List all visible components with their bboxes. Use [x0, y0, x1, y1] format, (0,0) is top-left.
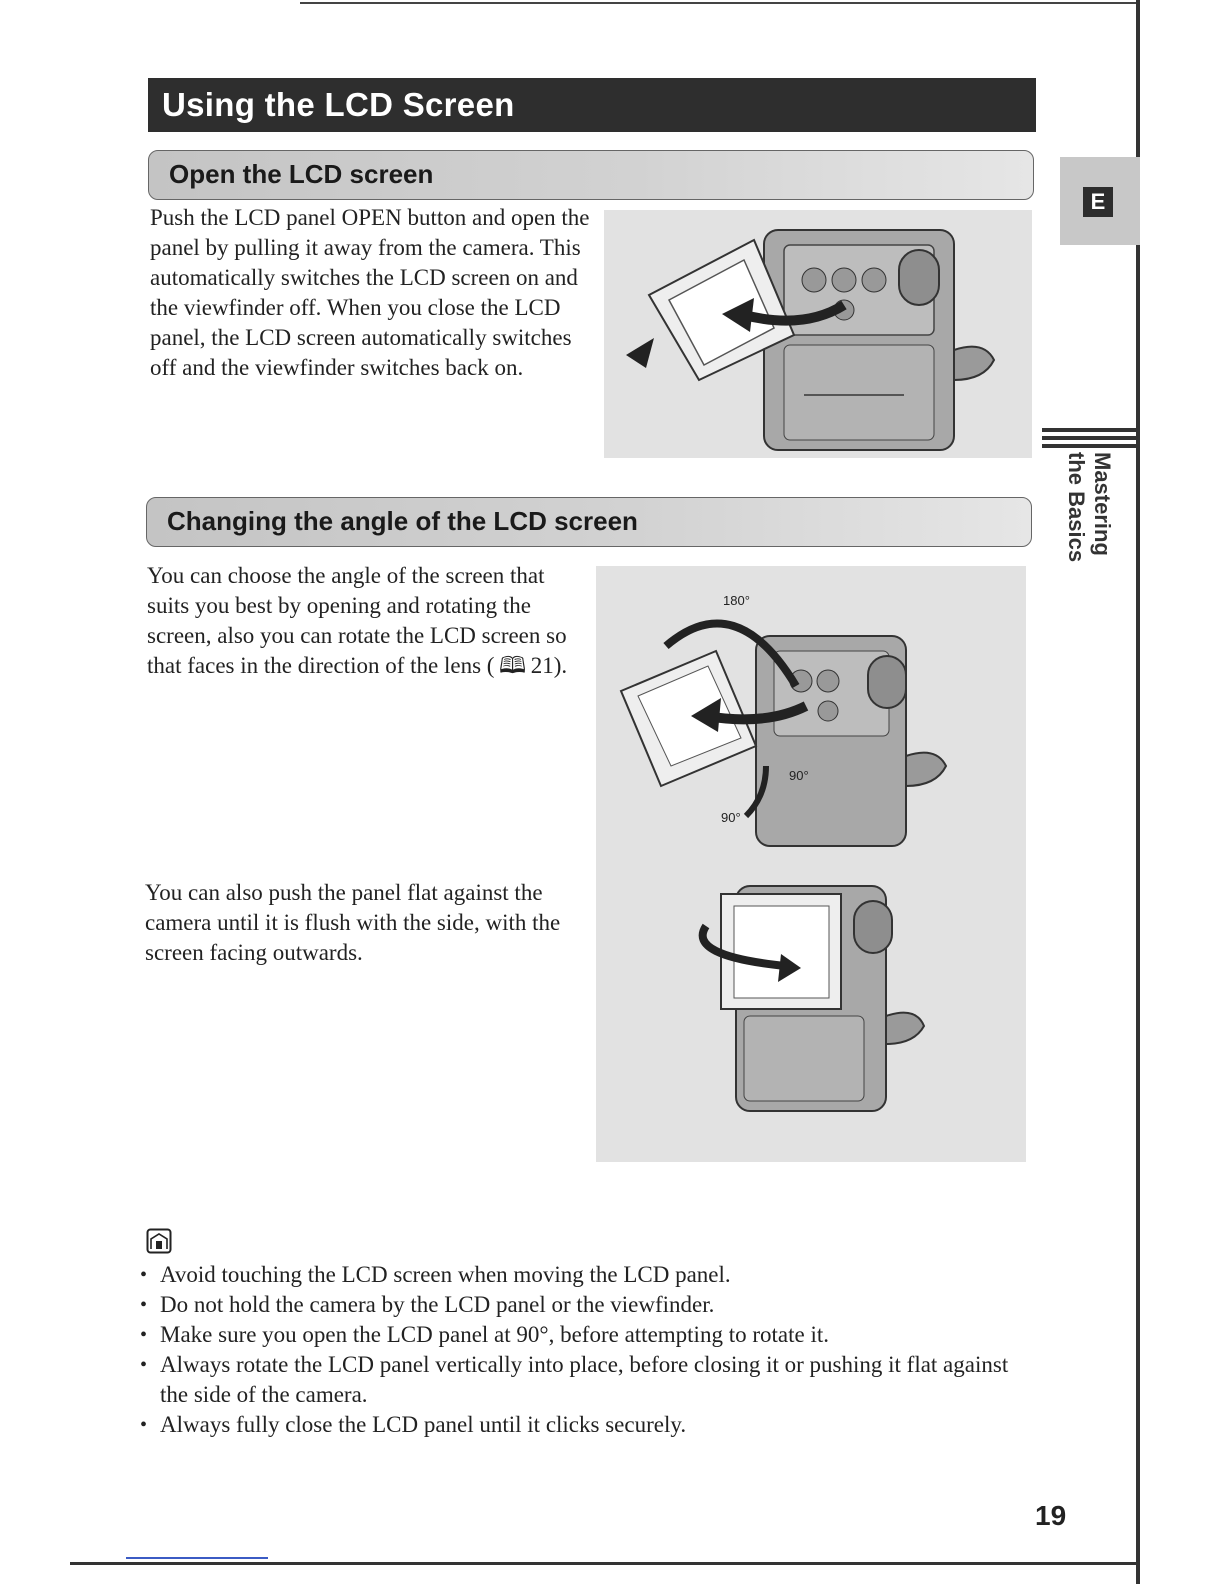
section-open-body: Push the LCD panel OPEN button and open the panel by pulling it away from the camera. This automatically switches the LCD screen on and the viewfinder off. When you close the LCD panel, the LCD screen automatically switches off and the viewfinder switches back on. [150, 205, 590, 380]
note-item: • Avoid touching the LCD screen when moving the LCD panel. [136, 1260, 1016, 1290]
section-heading-angle [146, 497, 1032, 547]
chapter-label [1051, 452, 1115, 592]
camera-open-drawing [604, 210, 1032, 458]
section-angle-body: You can choose the angle of the screen that suits you best by opening and rotating the screen, also you can rotate the LCD screen so that faces in the direction of the lens ( 🕮 21). [147, 563, 568, 678]
side-bars [1042, 428, 1140, 452]
note-item: • Do not hold the camera by the LCD panel or the viewfinder. [136, 1290, 1016, 1320]
camera-open-illustration [604, 210, 1032, 458]
note-item: • Always rotate the LCD panel vertically into place, before closing it or pushing it flat against the side of the camera. [136, 1350, 1016, 1410]
camera-rotate-illustration [596, 566, 1026, 1162]
page-number: 19 [1035, 1500, 1067, 1531]
section-heading-text: Changing the angle of the LCD screen [167, 506, 638, 536]
bottom-accent [126, 1557, 268, 1559]
section-angle-body-2: You can also push the panel flat against the camera until it is flush with the side, with the screen facing outwards. [145, 880, 561, 965]
page-title: Using the LCD Screen [162, 86, 515, 123]
section-heading-text: Open the LCD screen [169, 159, 434, 189]
note-item: • Make sure you open the LCD panel at 90°, before attempting to rotate it. [136, 1320, 1016, 1350]
language-tab-letter: E [1083, 187, 1113, 217]
angle-90-label: 90° [721, 810, 741, 825]
bottom-rule [70, 1562, 1136, 1565]
angle-180-label: 180° [723, 593, 750, 608]
section-heading-open [148, 150, 1034, 200]
title-bar [148, 78, 1036, 132]
notes-list [136, 1260, 1016, 1440]
language-tab [1060, 157, 1140, 245]
note-icon [146, 1228, 172, 1254]
camera-rotate-drawing [596, 566, 1026, 1162]
note-item: • Always fully close the LCD panel until it clicks securely. [136, 1410, 1016, 1440]
angle-90-label: 90° [789, 768, 809, 783]
top-rule [300, 2, 1140, 4]
chapter-label-line2: the Basics [1064, 452, 1089, 563]
chapter-label-line1: Mastering [1090, 452, 1115, 556]
